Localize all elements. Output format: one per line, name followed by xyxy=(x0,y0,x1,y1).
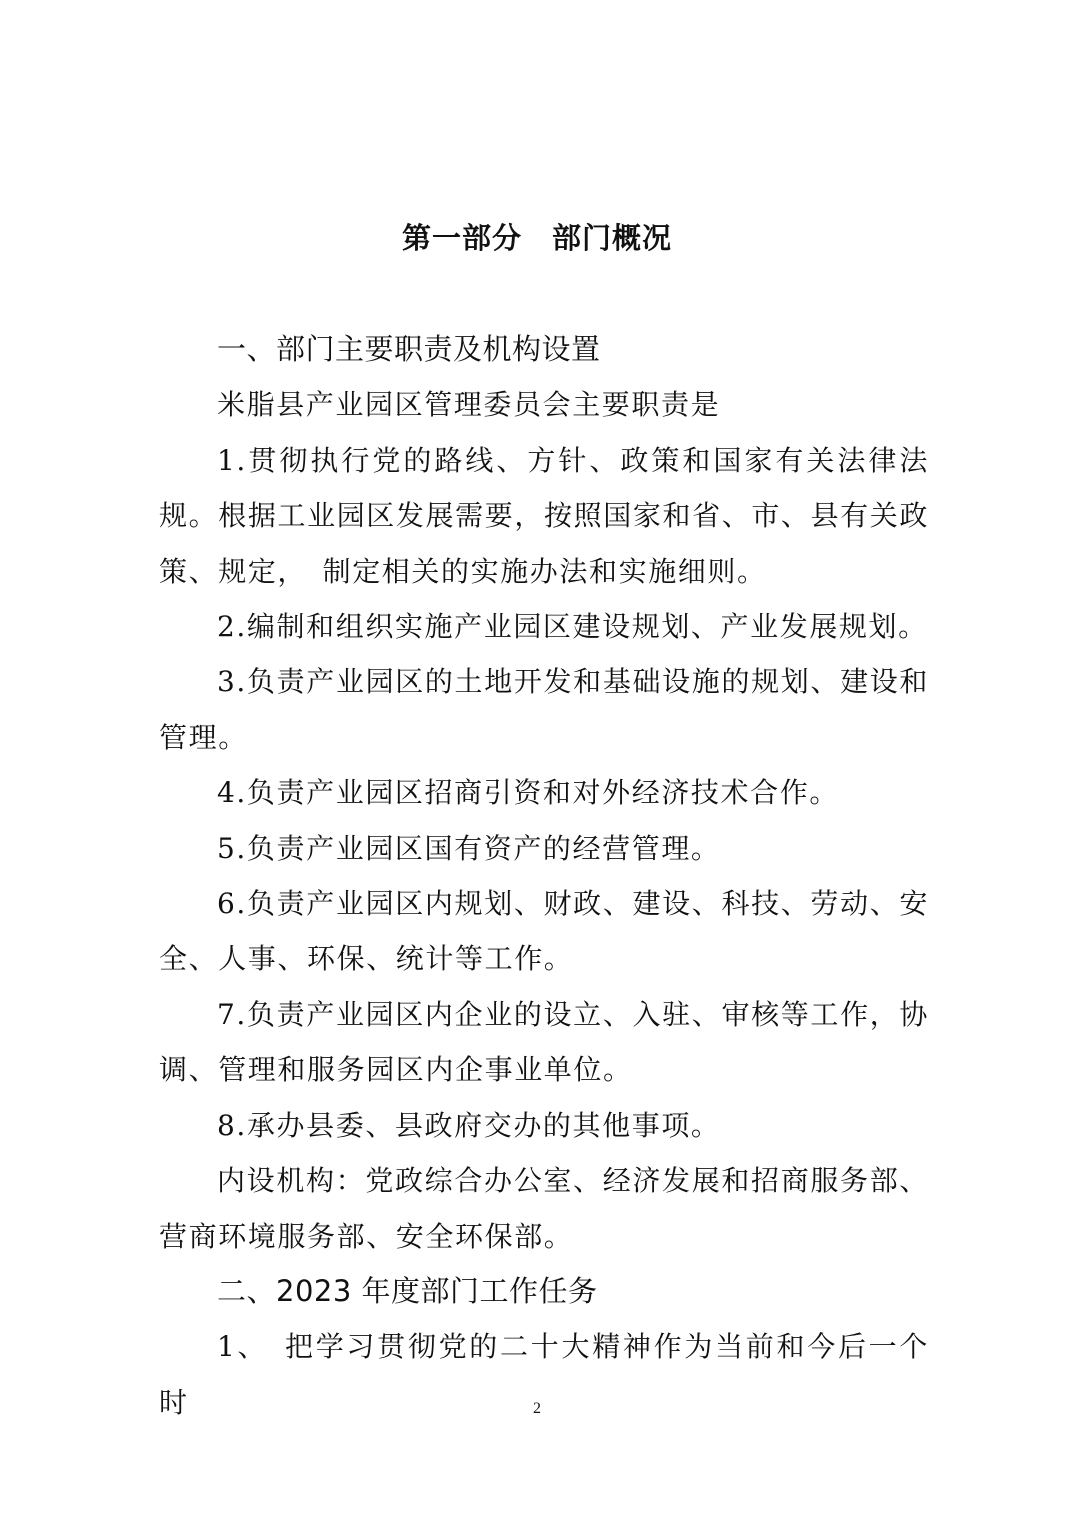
duty-item-5: 5.负责产业园区国有资产的经营管理。 xyxy=(217,831,721,865)
document-body xyxy=(159,322,929,1430)
duty-item-1: 1.贯彻执行党的路线、方针、政策和国家有关法律法规。根据工业园区发展需要，按照国家和省、市、县有关政策、规定， 制定相关的实施办法和实施细则。 xyxy=(159,443,929,588)
page-number: 2 xyxy=(533,1400,541,1417)
duty-item-6: 6.负责产业园区内规划、财政、建设、科技、劳动、安全、人事、环保、统计等工作。 xyxy=(159,887,929,976)
section-heading-1: 一、部门主要职责及机构设置 xyxy=(217,332,601,366)
task-item-1: 1、 把学习贯彻党的二十大精神作为当前和今后一个时 xyxy=(159,1330,929,1419)
section-heading-2: 二、2023 年度部门工作任务 xyxy=(217,1273,598,1308)
duty-item-2: 2.编制和组织实施产业园区建设规划、产业发展规划。 xyxy=(217,610,928,644)
duty-item-4: 4.负责产业园区招商引资和对外经济技术合作。 xyxy=(217,776,839,810)
duties-intro: 米脂县产业园区管理委员会主要职责是 xyxy=(217,388,721,422)
duty-item-7: 7.负责产业园区内企业的设立、入驻、审核等工作，协调、管理和服务园区内企事业单位。 xyxy=(159,997,929,1087)
duty-item-3: 3.负责产业园区的土地开发和基础设施的规划、建设和管理。 xyxy=(159,665,929,754)
duty-item-8: 8.承办县委、县政府交办的其他事项。 xyxy=(217,1108,721,1142)
internal-units-paragraph: 内设机构：党政综合办公室、经济发展和招商服务部、营商环境服务部、安全环保部。 xyxy=(159,1164,929,1253)
part-title: 第一部分 部门概况 xyxy=(401,221,672,255)
